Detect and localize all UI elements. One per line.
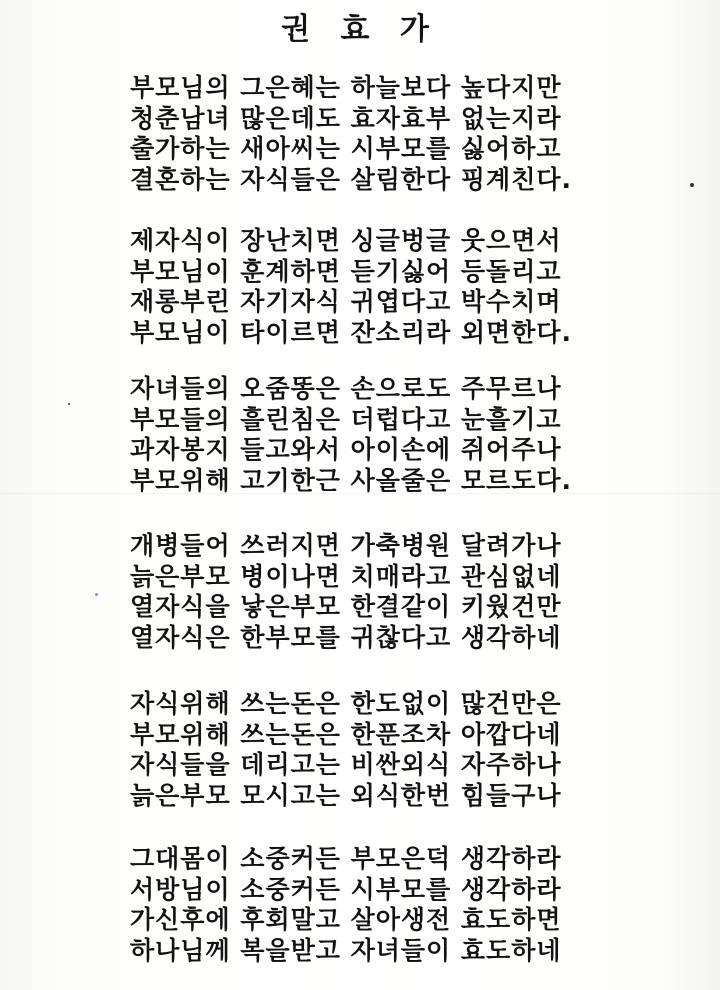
poem-line: 그대몸이 소중커든 부모은덕 생각하라 (130, 844, 562, 873)
poem-line: 열자식은 한부모를 귀찮다고 생각하네 (130, 622, 562, 652)
poem-title: 권 효 가 (281, 12, 439, 47)
poem-line: 자식위해 쓰는돈은 한도없이 많건만은 (130, 689, 562, 718)
ink-speck (690, 183, 694, 187)
poem-line: 출가하는 새아씨는 시부모를 싫어하고 (130, 134, 562, 163)
ink-speck (95, 593, 98, 596)
poem-line: 자녀들의 오줌똥은 손으로도 주무르나 (130, 374, 562, 403)
stanza-3 (130, 374, 600, 496)
poem-line: 늙은부모 병이나면 치매라고 관심없네 (130, 561, 562, 591)
poem-line: 부모님이 훈계하면 듣기싫어 등돌리고 (130, 256, 562, 286)
stanza-6 (130, 844, 600, 966)
poem-line: 부모님이 타이르면 잔소리라 외면한다. (130, 317, 573, 347)
poem-line: 하나님께 복을받고 자녀들이 효도하네 (130, 935, 562, 965)
stanza-5 (130, 689, 600, 811)
poem-line: 재롱부린 자기자식 귀엽다고 박수치며 (130, 287, 562, 316)
stanza-2 (130, 226, 600, 348)
poem-line: 부모님의 그은혜는 하늘보다 높다지만 (130, 73, 562, 102)
stanza-1 (130, 73, 600, 195)
poem-line: 과자봉지 들고와서 아이손에 쥐어주나 (130, 435, 562, 464)
poem-line: 부모위해 쓰는돈은 한푼조차 아깝다네 (130, 719, 562, 749)
poem-line: 부모들의 흘린침은 더럽다고 눈흘기고 (130, 404, 562, 434)
poem-line: 개병들어 쓰러지면 가축병원 달려가나 (130, 531, 562, 560)
poem-line: 부모위해 고기한근 사올줄은 모르도다. (130, 465, 573, 495)
poem-line: 제자식이 장난치면 싱글벙글 웃으면서 (130, 226, 562, 255)
poem-line: 열자식을 낳은부모 한결같이 키웠건만 (130, 592, 562, 621)
poem-line: 서방님이 소중커든 시부모를 생각하라 (130, 874, 562, 904)
poem-line: 늙은부모 모시고는 외식한번 힘들구나 (130, 780, 562, 810)
poem-line: 자식들을 데리고는 비싼외식 자주하나 (130, 750, 562, 779)
poem-line: 결혼하는 자식들은 살림한다 핑계친다. (130, 164, 573, 194)
poem-line: 청춘남녀 많은데도 효자효부 없는지라 (130, 103, 562, 133)
stanza-4 (130, 531, 600, 653)
ink-speck (68, 403, 70, 405)
poem-line: 가신후에 후회말고 살아생전 효도하면 (130, 905, 562, 934)
